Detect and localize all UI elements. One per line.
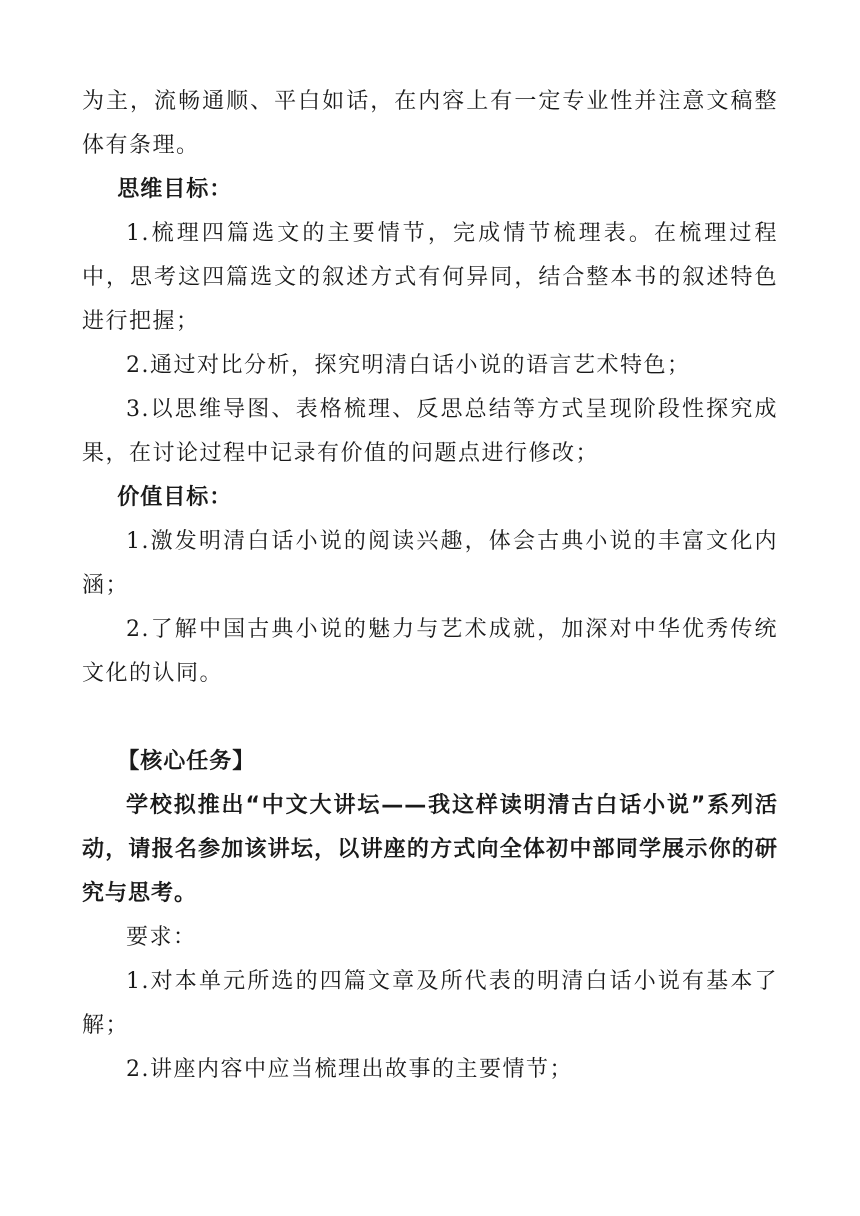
thinking-goals-heading: 思维目标：: [117, 177, 233, 202]
intro-continuation: 为主，流畅通顺、平白如话，在内容上有一定专业性并注意文稿整体有条理。: [82, 89, 778, 158]
requirement-item-1: 1.对本单元所选的四篇文章及所代表的明清白话小说有基本了解；: [82, 969, 778, 1038]
core-task-statement: 学校拟推出“中文大讲坛——我这样读明清古白话小说”系列活动，请报名参加该讲坛，以讲座的方式向全体初中部同学展示你的研究与思考。: [82, 793, 778, 906]
requirement-item-2: 2.讲座内容中应当梳理出故事的主要情节；: [126, 1057, 573, 1082]
value-goal-item-1: 1.激发明清白话小说的阅读兴趣，体会古典小说的丰富文化内涵；: [82, 529, 778, 598]
core-task-heading: 【核心任务】: [117, 749, 256, 774]
thinking-goal-item-3: 3.以思维导图、表格梳理、反思总结等方式呈现阶段性探究成果，在讨论过程中记录有价值的问题点进行修改；: [82, 397, 778, 466]
thinking-goal-item-2: 2.通过对比分析，探究明清白话小说的语言艺术特色；: [126, 353, 691, 378]
document-body: [82, 80, 778, 1092]
requirements-label: 要求：: [126, 925, 197, 950]
value-goals-heading: 价值目标：: [117, 485, 233, 510]
thinking-goal-item-1: 1.梳理四篇选文的主要情节，完成情节梳理表。在梳理过程中，思考这四篇选文的叙述方式有何异同，结合整本书的叙述特色进行把握；: [82, 221, 778, 334]
value-goal-item-2: 2.了解中国古典小说的魅力与艺术成就，加深对中华优秀传统文化的认同。: [82, 617, 778, 686]
section-spacer: [82, 696, 778, 740]
